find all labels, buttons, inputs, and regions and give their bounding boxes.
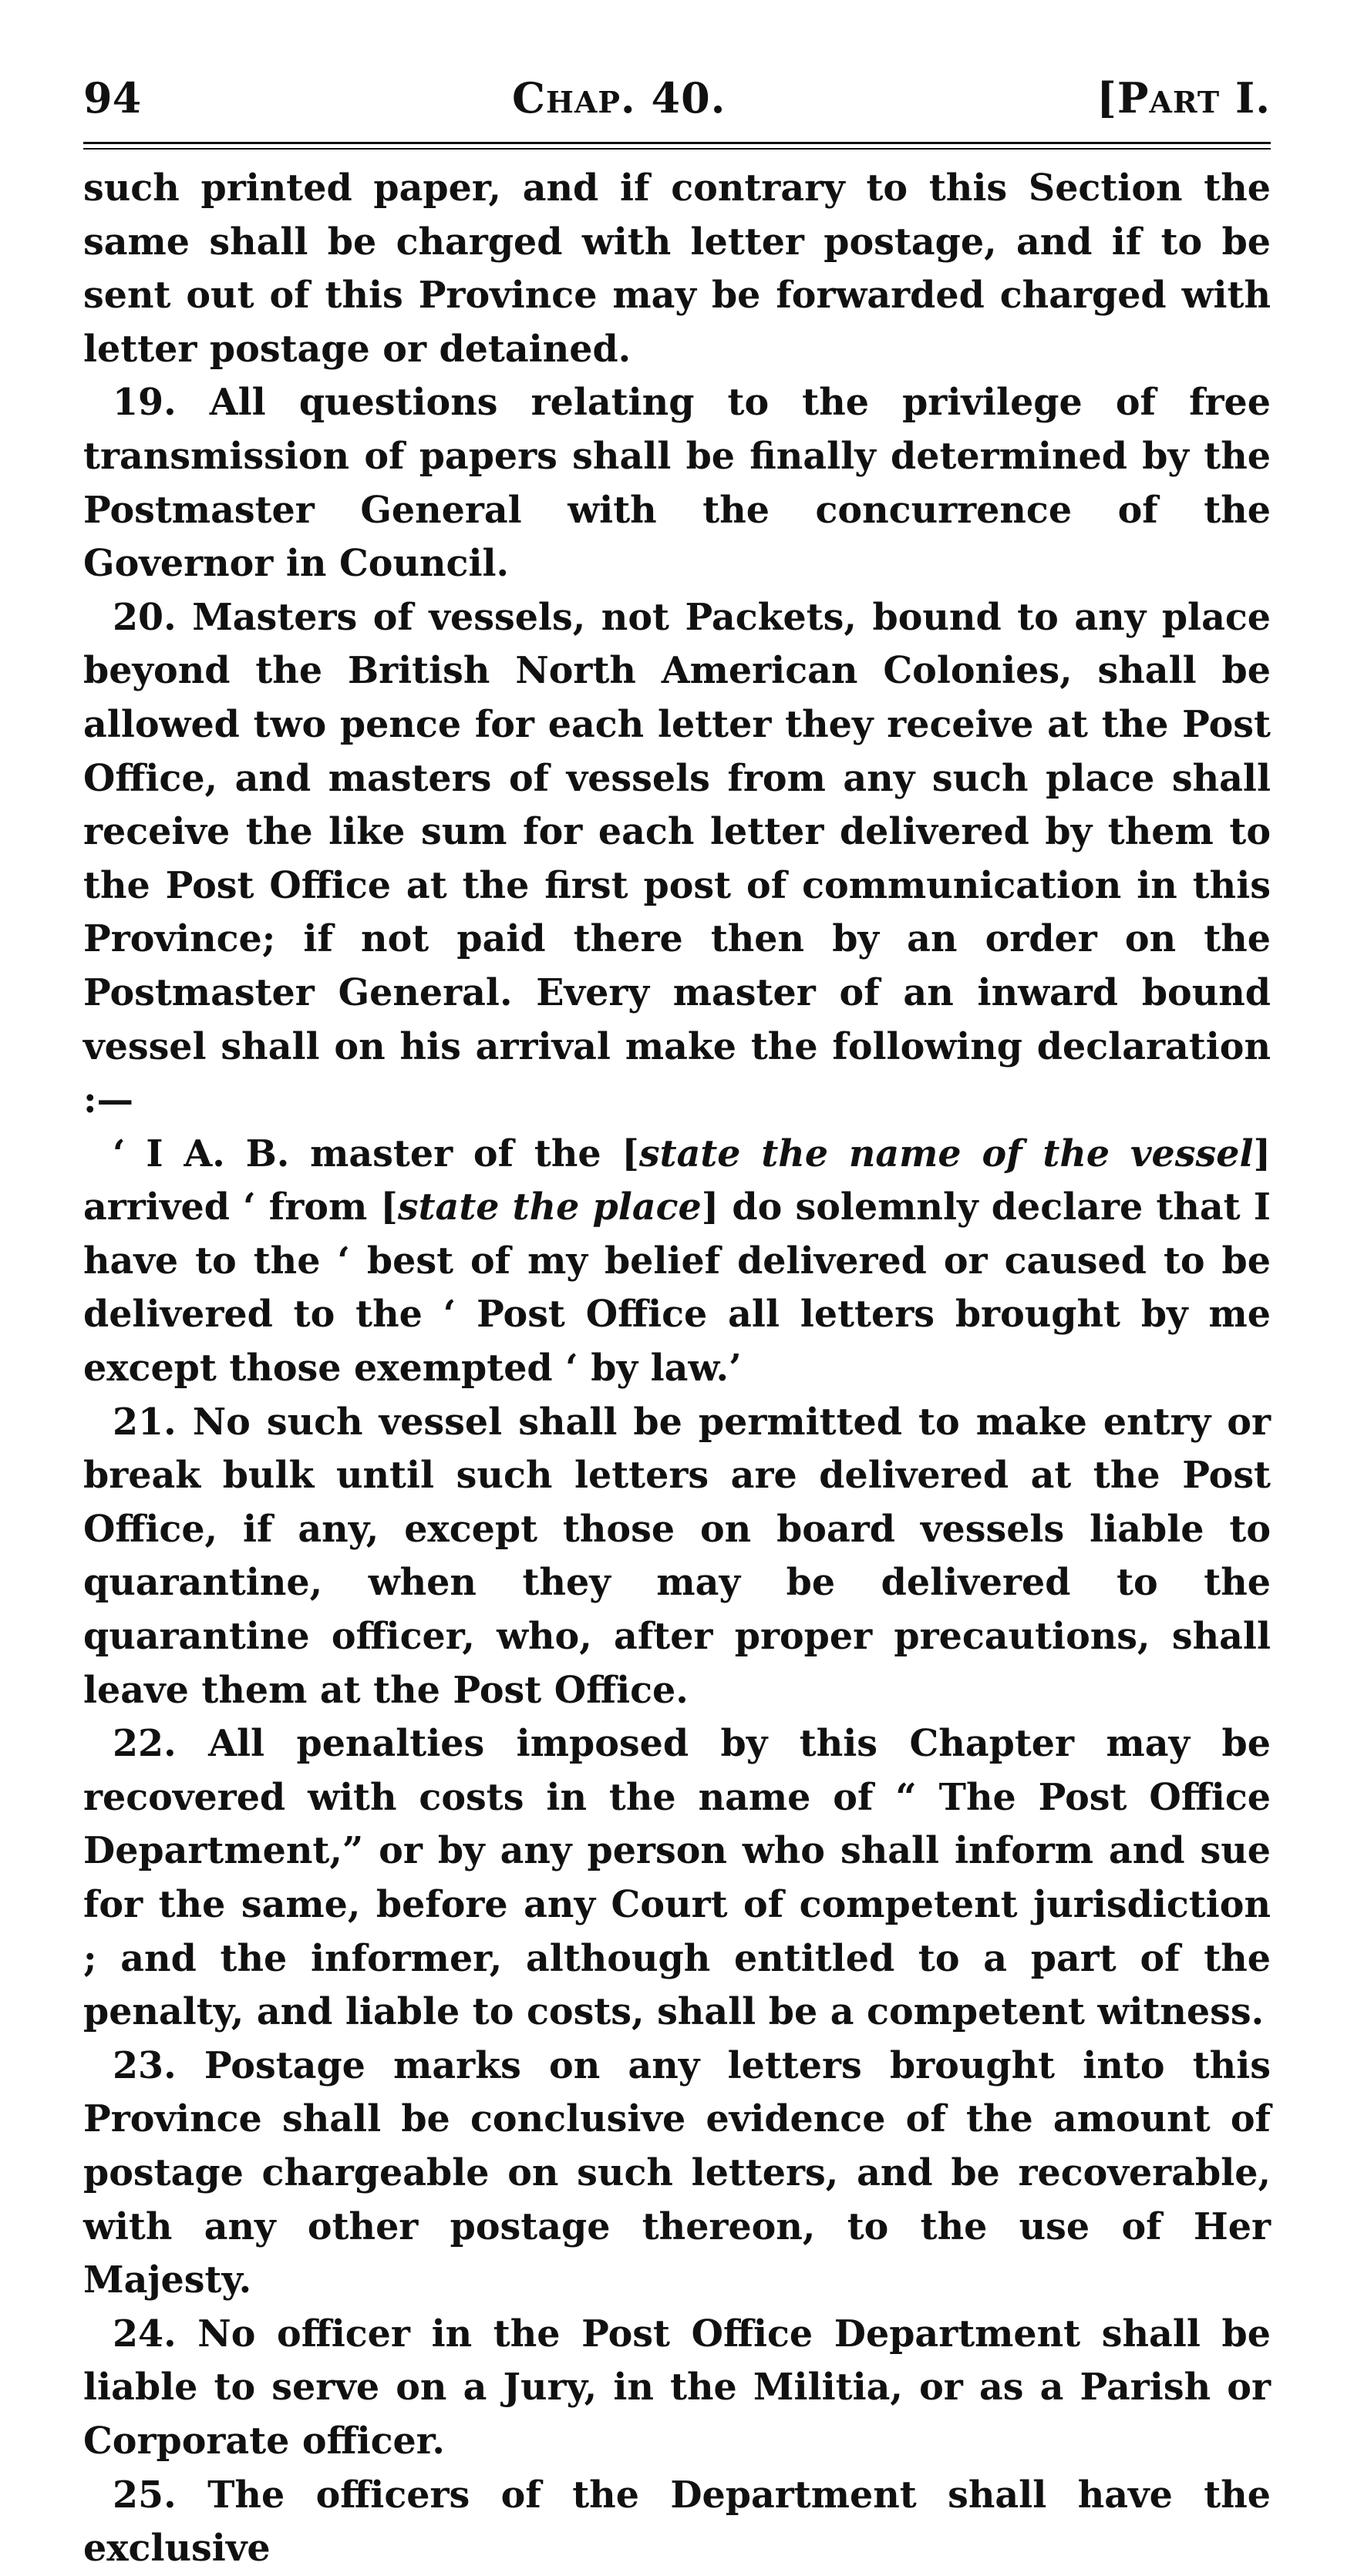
page-number: 94: [83, 73, 142, 123]
section-text: No such vessel shall be permitted to make entry or break bulk until such letters are delivered at the Post Office, if any, except those on board vessels liable to quarantine, when they may be delivered to the quarantine officer, who, after proper precautions, shall leave them at the Post Office.: [83, 1400, 1271, 1712]
section-24: [83, 2308, 1271, 2469]
section-text: All penalties imposed by this Chapter may be recovered with costs in the name of “ The Post Office Department,” or by any person who shall inform and sue for the same, before any Court of competent jurisdiction ; and the informer, although entitled to a part of the penalty, and liable to costs, shall be a competent witness.: [83, 1722, 1271, 2034]
section-21: [83, 1396, 1271, 1718]
declaration-text: ‘ I A. B. master of the [: [113, 1132, 639, 1175]
section-number: 23.: [113, 2043, 177, 2087]
section-number: 25.: [113, 2473, 177, 2517]
section-19: [83, 376, 1271, 590]
section-25: [83, 2469, 1271, 2576]
section-number: 24.: [113, 2312, 177, 2356]
section-20: [83, 591, 1271, 1128]
section-number: 21.: [113, 1400, 177, 1444]
paragraph-continuation: [83, 162, 1271, 376]
chapter-title: Chap. 40.: [511, 73, 726, 123]
section-number: 20.: [113, 595, 177, 639]
part-label: [Part I.: [1096, 73, 1271, 123]
section-22: [83, 1717, 1271, 2040]
declaration-placeholder-vessel: state the name of the vessel: [638, 1132, 1254, 1175]
section-text: Postage marks on any letters brought into this Province shall be conclusive evidence of the amount of postage chargeable on such letters, and be recoverable, with any other postage thereon, to the use of Her Majesty.: [83, 2043, 1271, 2302]
paragraph-text: such printed paper, and if contrary to this Section the same shall be charged with letter postage, and if to be sent out of this Province may be forwarded charged with letter postage or detained.: [83, 166, 1271, 371]
section-number: 22.: [113, 1722, 177, 1766]
body-text: [83, 162, 1271, 2576]
document-page: [83, 71, 1271, 2576]
section-text: All questions relating to the privilege of free transmission of papers shall be finally determined by the Postmaster General with the concurrence of the Governor in Council.: [83, 381, 1271, 586]
running-header: [83, 71, 1271, 125]
header-rule: [83, 142, 1271, 150]
section-text: Masters of vessels, not Packets, bound to any place beyond the British North American Colonies, shall be allowed two pence for each letter they receive at the Post Office, and masters of vessels from any such place shall receive the like sum for each letter delivered by them to the Post Office at the first post of communication in this Province; if not paid there then by an order on the Postmaster General. Every master of an inward bound vessel shall on his arrival make the following declaration :—: [83, 595, 1271, 1122]
declaration-text: ] arrived ‘ from [: [83, 1132, 1271, 1229]
declaration-quote: [83, 1128, 1271, 1396]
section-text: The officers of the Department shall have the exclusive: [83, 2473, 1271, 2571]
declaration-placeholder-place: state the place: [397, 1185, 702, 1229]
section-text: No officer in the Post Office Department shall be liable to serve on a Jury, in the Militia, or as a Parish or Corporate officer.: [83, 2312, 1271, 2463]
section-number: 19.: [113, 381, 177, 425]
section-23: [83, 2040, 1271, 2308]
declaration-text: ] do solemnly declare that I have to the ‘ best of my belief delivered or caused to be delivered to the ‘ Post Office all letters brought by me except those exempted ‘ by law.’: [83, 1185, 1271, 1391]
